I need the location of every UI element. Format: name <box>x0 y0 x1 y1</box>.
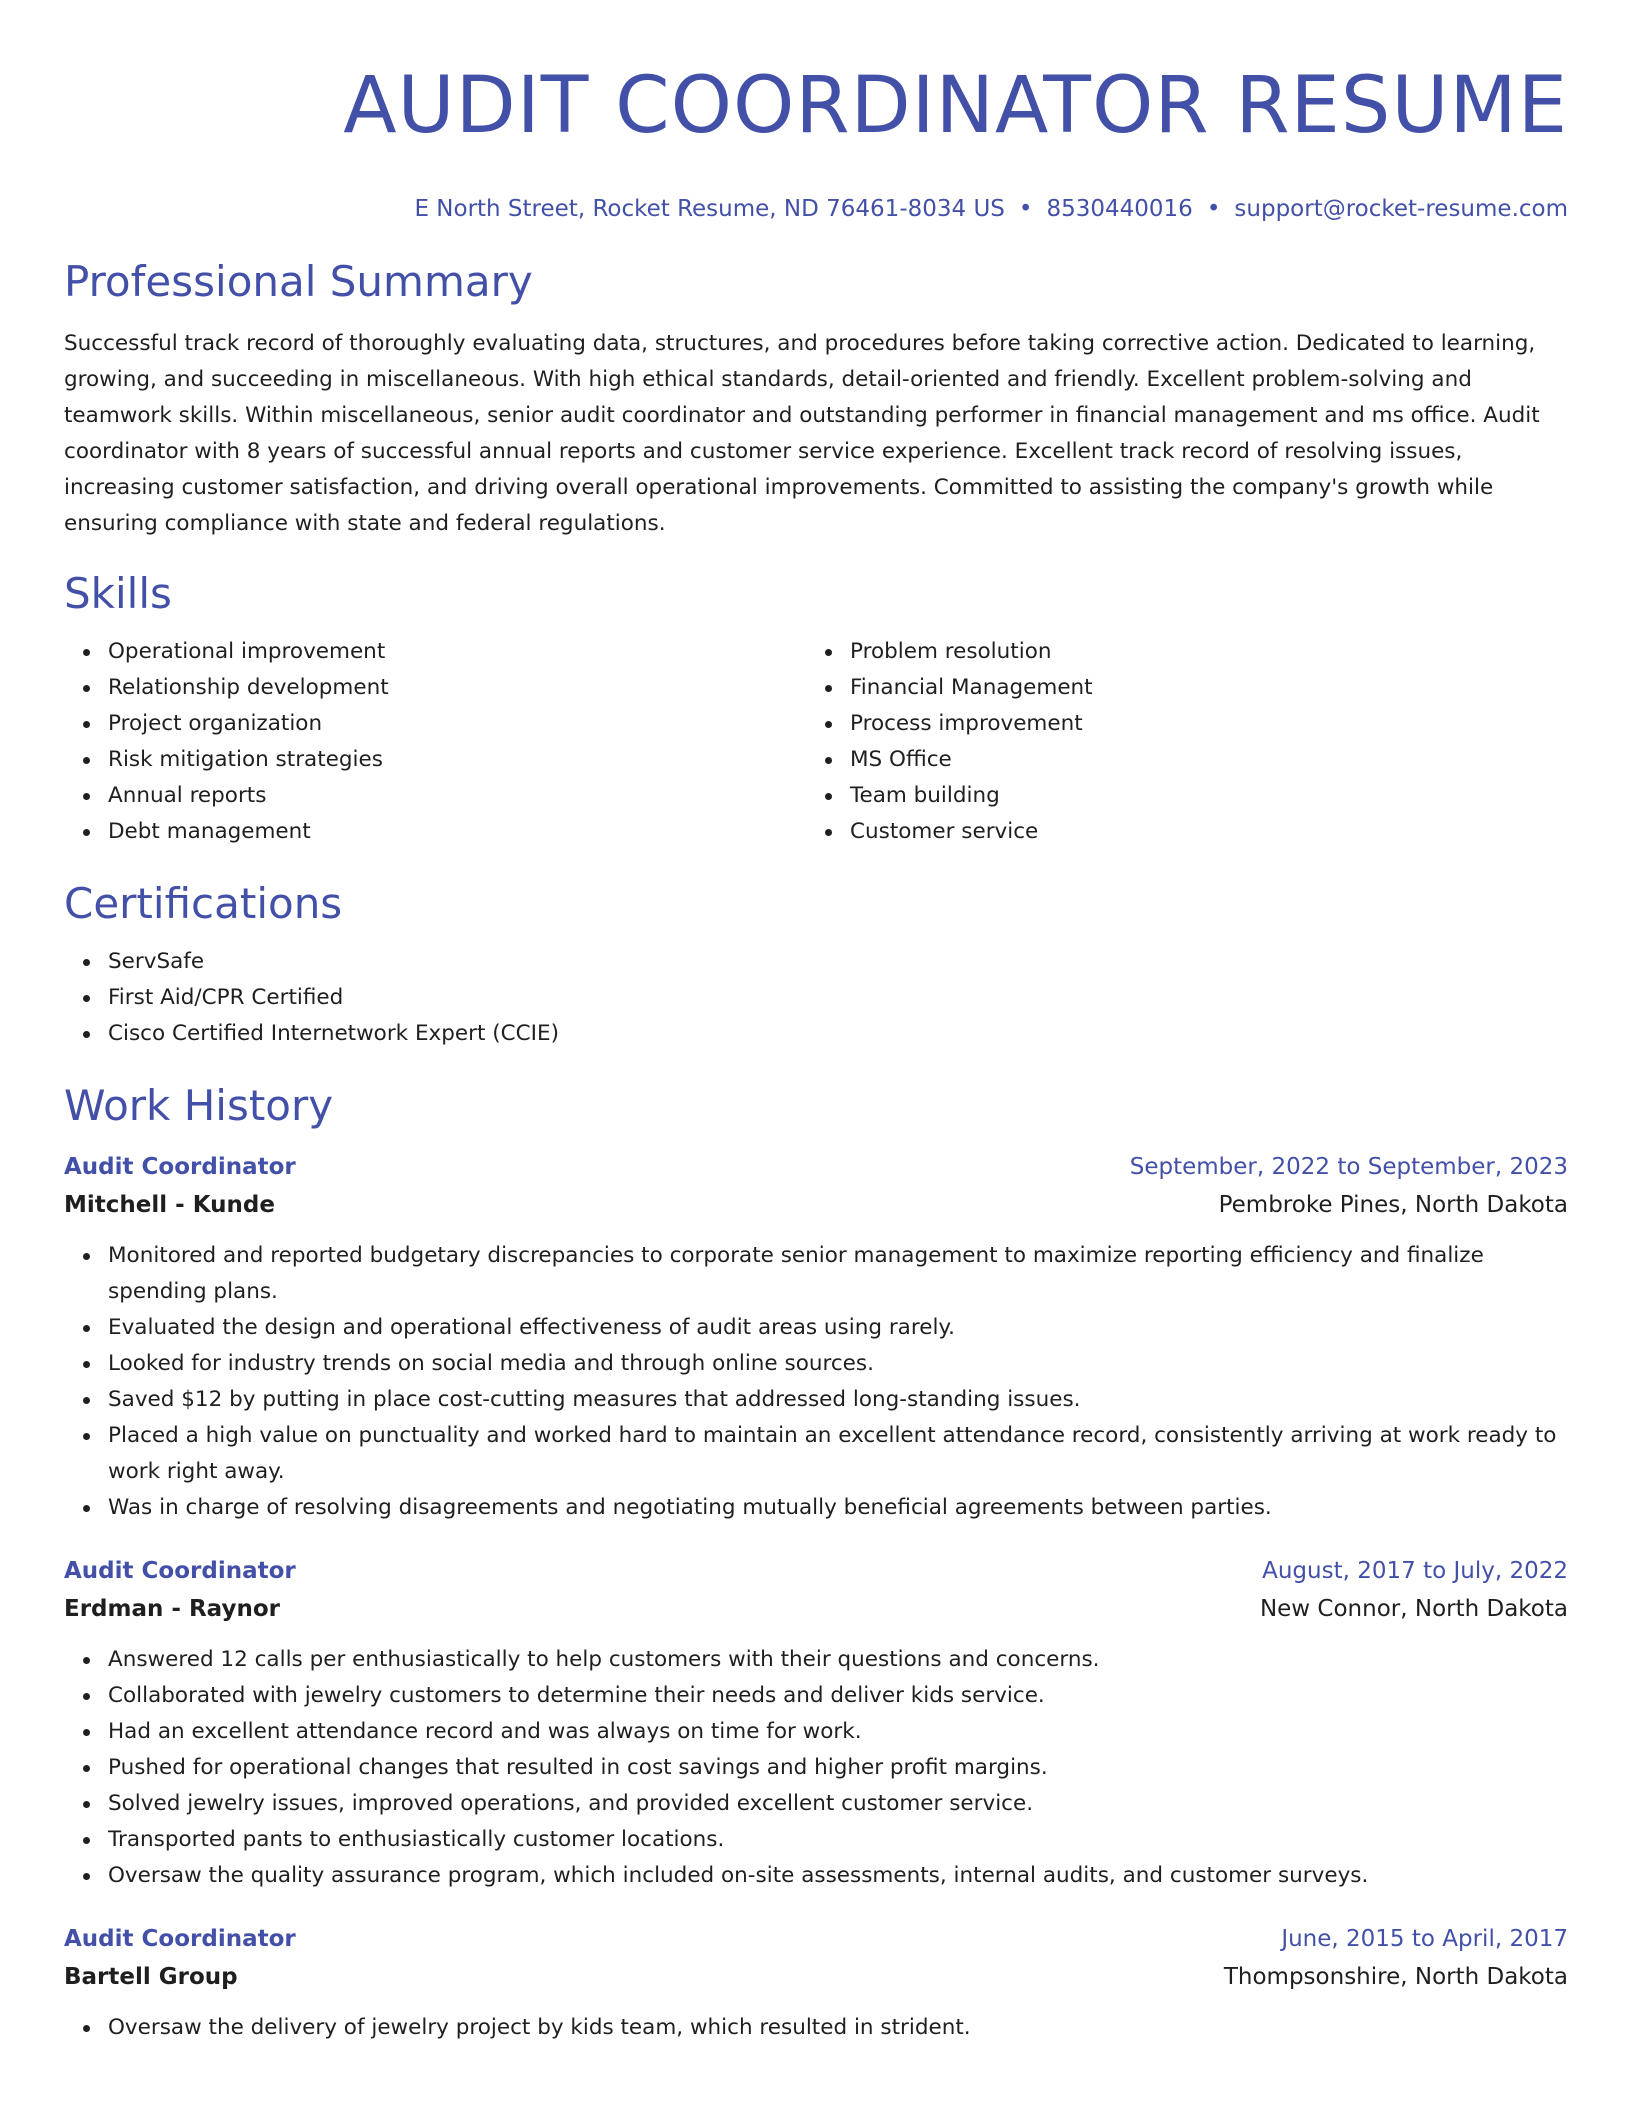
job-subheader <box>64 1186 1568 1224</box>
skill-item: Customer service <box>850 814 1548 850</box>
contact-email: support@rocket-resume.com <box>1234 196 1568 222</box>
job-bullets <box>64 2010 1568 2046</box>
skills-section <box>64 568 1568 850</box>
skills-heading: Skills <box>64 569 172 618</box>
job-bullet: Evaluated the design and operational effectiveness of audit areas using rarely. <box>108 1310 1568 1346</box>
summary-section <box>64 256 1568 542</box>
job-bullet: Oversaw the quality assurance program, which included on-site assessments, internal audits, and customer surveys. <box>108 1858 1568 1894</box>
job-bullet: Collaborated with jewelry customers to determine their needs and deliver kids service. <box>108 1678 1568 1714</box>
skill-item: Problem resolution <box>850 634 1548 670</box>
skill-item: Debt management <box>108 814 806 850</box>
job-company: Bartell Group <box>64 1964 238 1990</box>
resume-title: AUDIT COORDINATOR RESUME <box>343 61 1568 151</box>
job-entry <box>64 1148 1568 1526</box>
job-dates: June, 2015 to April, 2017 <box>1281 1926 1568 1952</box>
certification-item: First Aid/CPR Certified <box>108 980 1568 1016</box>
job-bullet: Solved jewelry issues, improved operations, and provided excellent customer service. <box>108 1786 1568 1822</box>
skill-item: Relationship development <box>108 670 806 706</box>
job-header <box>64 1148 1568 1186</box>
job-location: Pembroke Pines, North Dakota <box>1218 1192 1568 1218</box>
certifications-heading: Certifications <box>64 879 343 928</box>
job-bullet: Had an excellent attendance record and was always on time for work. <box>108 1714 1568 1750</box>
job-subheader <box>64 1958 1568 1996</box>
contact-address: E North Street, Rocket Resume, ND 76461-8034 US <box>414 196 1005 222</box>
job-entry <box>64 1920 1568 2046</box>
contact-separator: • <box>1018 196 1033 222</box>
job-dates: September, 2022 to September, 2023 <box>1129 1154 1568 1180</box>
summary-text: Successful track record of thoroughly evaluating data, structures, and procedures before taking corrective action. Dedicated to learning, growing, and succeeding in miscellaneous. With high ethical standards, detail-oriented and friendly. Excellent problem-solving and teamwork skills. Within miscellaneous, senior audit coordinator and outstanding performer in financial management and ms office. Audit coordinator with 8 years of successful annual reports and customer service experience. Excellent track record of resolving issues, increasing customer satisfaction, and driving overall operational improvements. Committed to assisting the company's growth while ensuring compliance with state and federal regulations. <box>64 331 1540 536</box>
skills-list-left <box>64 634 806 850</box>
skill-item: Risk mitigation strategies <box>108 742 806 778</box>
job-bullet: Looked for industry trends on social media and through online sources. <box>108 1346 1568 1382</box>
certifications-section <box>64 878 1568 1052</box>
skill-item: Team building <box>850 778 1548 814</box>
job-header <box>64 1920 1568 1958</box>
job-bullet: Was in charge of resolving disagreements and negotiating mutually beneficial agreements between parties. <box>108 1490 1568 1526</box>
work-history-heading: Work History <box>64 1081 334 1130</box>
skills-grid <box>64 634 1568 850</box>
job-company: Mitchell - Kunde <box>64 1192 275 1218</box>
contact-separator: • <box>1206 196 1221 222</box>
contact-phone: 8530440016 <box>1046 196 1193 222</box>
job-location: Thompsonshire, North Dakota <box>1223 1964 1568 1990</box>
work-history-section <box>64 1080 1568 2046</box>
skill-item: Process improvement <box>850 706 1548 742</box>
skill-item: Project organization <box>108 706 806 742</box>
job-bullet: Answered 12 calls per enthusiastically to help customers with their questions and concerns. <box>108 1642 1568 1678</box>
job-title: Audit Coordinator <box>64 1154 296 1180</box>
job-subheader <box>64 1590 1568 1628</box>
job-bullet: Saved $12 by putting in place cost-cutting measures that addressed long-standing issues. <box>108 1382 1568 1418</box>
contact-line <box>64 194 1568 224</box>
skills-list-right <box>806 634 1548 850</box>
job-title: Audit Coordinator <box>64 1558 296 1584</box>
skills-column-right <box>806 634 1548 850</box>
summary-heading: Professional Summary <box>64 257 533 306</box>
job-bullet: Transported pants to enthusiastically customer locations. <box>108 1822 1568 1858</box>
job-entry <box>64 1552 1568 1894</box>
skill-item: Annual reports <box>108 778 806 814</box>
job-bullet: Pushed for operational changes that resulted in cost savings and higher profit margins. <box>108 1750 1568 1786</box>
job-company: Erdman - Raynor <box>64 1596 280 1622</box>
skill-item: Financial Management <box>850 670 1548 706</box>
certification-item: Cisco Certified Internetwork Expert (CCIE) <box>108 1016 1568 1052</box>
certifications-list <box>64 944 1568 1052</box>
skills-column-left <box>64 634 806 850</box>
job-title: Audit Coordinator <box>64 1926 296 1952</box>
job-bullet: Oversaw the delivery of jewelry project by kids team, which resulted in strident. <box>108 2010 1568 2046</box>
job-dates: August, 2017 to July, 2022 <box>1262 1558 1568 1584</box>
job-header <box>64 1552 1568 1590</box>
job-bullet: Placed a high value on punctuality and worked hard to maintain an excellent attendance record, consistently arriving at work ready to work right away. <box>108 1418 1568 1490</box>
job-location: New Connor, North Dakota <box>1259 1596 1568 1622</box>
skill-item: MS Office <box>850 742 1548 778</box>
job-bullets <box>64 1642 1568 1894</box>
skill-item: Operational improvement <box>108 634 806 670</box>
certification-item: ServSafe <box>108 944 1568 980</box>
job-bullets <box>64 1238 1568 1526</box>
job-bullet: Monitored and reported budgetary discrepancies to corporate senior management to maximize reporting efficiency and finalize spending plans. <box>108 1238 1568 1310</box>
